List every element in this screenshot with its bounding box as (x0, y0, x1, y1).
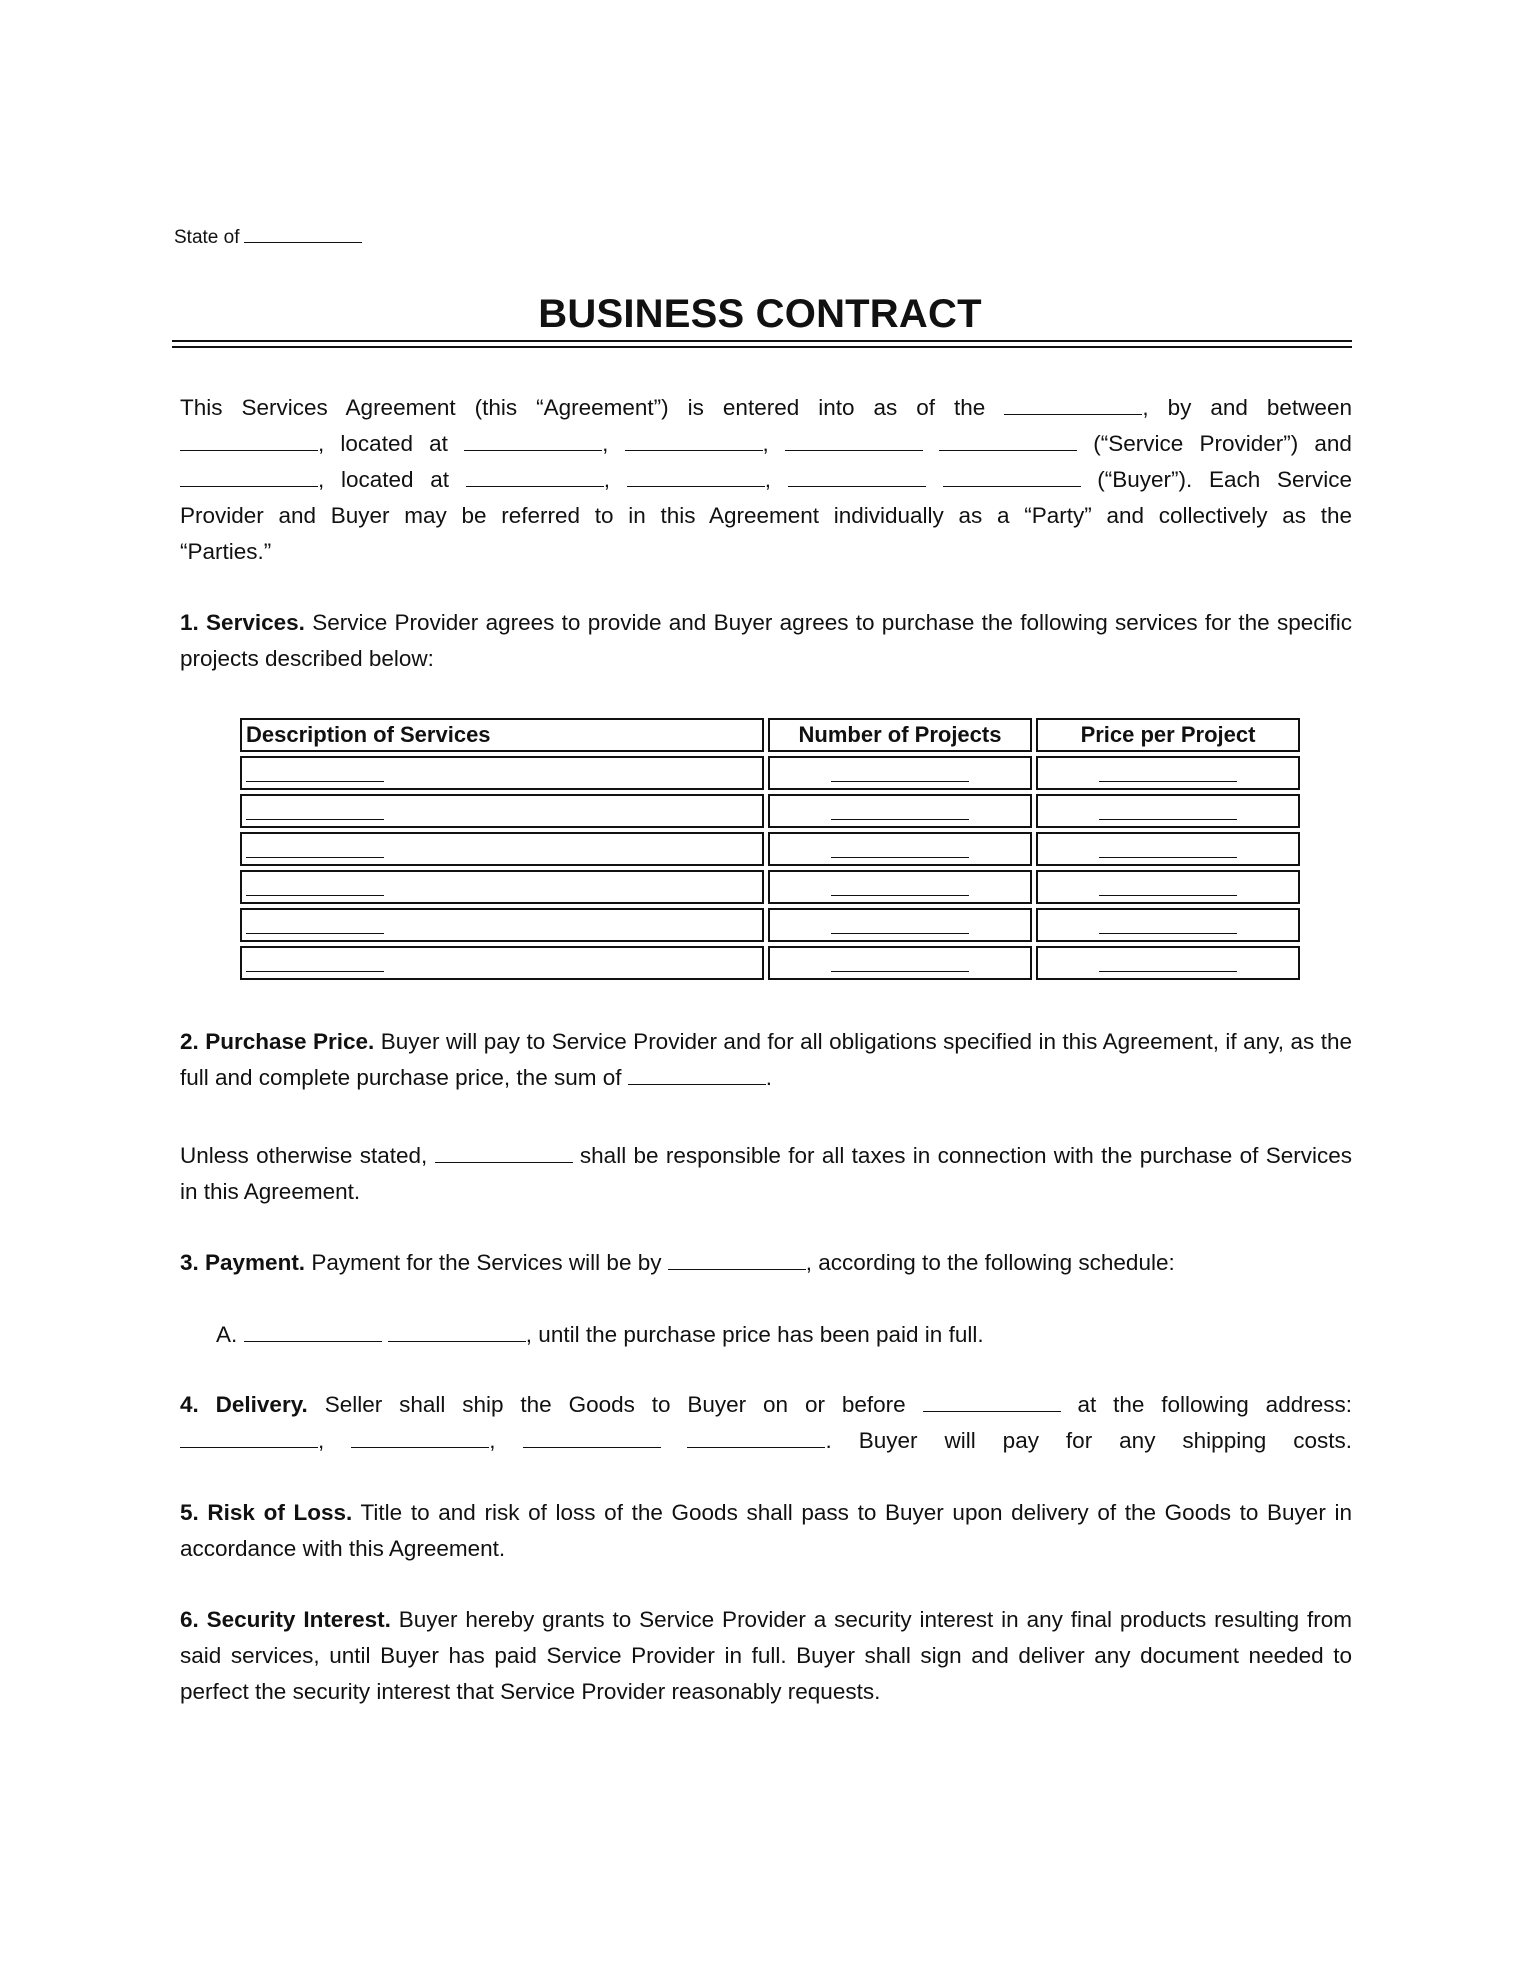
header-description: Description of Services (240, 718, 764, 752)
title-rule-bottom (172, 346, 1352, 348)
table-row (240, 870, 1300, 904)
section-delivery (180, 1387, 1352, 1459)
intro-line-3: , located at , , (“Buyer”). Each Service (180, 462, 1352, 498)
description-cell[interactable] (240, 756, 764, 790)
services-table (236, 714, 1304, 984)
section-purchase-price-text: Buyer will pay to Service Provider and for all obligations specified in this Agreement, if any, as the full and complete purchase price, the sum of (180, 1029, 1352, 1090)
taxes-paragraph: Unless otherwise stated, shall be responsible for all taxes in connection with the purchase of Services in this Agreement. (180, 1143, 1352, 1204)
price-cell[interactable] (1036, 870, 1300, 904)
table-row (240, 756, 1300, 790)
number-cell[interactable] (768, 908, 1032, 942)
intro-line-1: This Services Agreement (this “Agreement”) is entered into as of the , by and between (180, 395, 1352, 420)
schedule-amount-blank[interactable] (244, 1323, 382, 1342)
buyer-name-blank[interactable] (180, 468, 318, 487)
payment-schedule-item: A. , until the purchase price has been paid in full. (216, 1322, 984, 1347)
schedule-frequency-blank[interactable] (388, 1323, 526, 1342)
section-services (180, 605, 1352, 677)
tax-party-blank[interactable] (435, 1144, 573, 1163)
number-cell[interactable] (768, 794, 1032, 828)
section-security-text: Buyer hereby grants to Service Provider a security interest in any final products resulting from said services, until Buyer has paid Service Provider in full. Buyer shall sign and deliver any document needed to perfect the security interest that Service Provider reasonably requests. (180, 1607, 1352, 1704)
delivery-street-blank[interactable] (180, 1429, 318, 1448)
provider-city-blank[interactable] (625, 432, 763, 451)
document-title: BUSINESS CONTRACT (538, 292, 982, 336)
intro-line-5: “Parties.” (180, 539, 272, 564)
section-payment-heading: 3. Payment. (180, 1250, 306, 1275)
provider-state-blank[interactable] (785, 432, 923, 451)
number-cell[interactable] (768, 756, 1032, 790)
schedule-item-label: A. (216, 1322, 238, 1347)
section-services-text: Service Provider agrees to provide and Buyer agrees to purchase the following services for the specific projects described below: (180, 610, 1352, 671)
price-cell[interactable] (1036, 756, 1300, 790)
intro-paragraph (180, 390, 1352, 570)
intro-line-4: Provider and Buyer may be referred to in this Agreement individually as a “Party” and collectively as the (180, 503, 1352, 528)
buyer-city-blank[interactable] (627, 468, 765, 487)
section-payment: 3. Payment. Payment for the Services will be by , according to the following schedule: (180, 1250, 1175, 1275)
description-cell[interactable] (240, 946, 764, 980)
delivery-zip-blank[interactable] (687, 1429, 825, 1448)
state-label: State of (174, 227, 240, 248)
intro-line-2: , located at , , (“Service Provider”) and (180, 426, 1352, 462)
provider-street-blank[interactable] (464, 432, 602, 451)
purchase-price-blank[interactable] (628, 1066, 766, 1085)
number-cell[interactable] (768, 870, 1032, 904)
buyer-state-blank[interactable] (788, 468, 926, 487)
table-header-row (240, 718, 1300, 752)
header-price-per-project: Price per Project (1036, 718, 1300, 752)
section-delivery-heading: 4. Delivery. (180, 1392, 308, 1417)
description-cell[interactable] (240, 832, 764, 866)
number-cell[interactable] (768, 832, 1032, 866)
table-row (240, 832, 1300, 866)
header-number-of-projects: Number of Projects (768, 718, 1032, 752)
section-purchase-price: 2. Purchase Price. Buyer will pay to Service Provider and for all obligations specified in this Agreement, if any, as the full and complete purchase price, the sum of . (180, 1029, 1352, 1090)
price-cell[interactable] (1036, 832, 1300, 866)
section-risk-of-loss (180, 1495, 1352, 1567)
section-security-interest (180, 1602, 1352, 1710)
table-row (240, 946, 1300, 980)
price-cell[interactable] (1036, 908, 1300, 942)
description-cell[interactable] (240, 908, 764, 942)
delivery-line-2: , , . Buyer will pay for any shipping costs. (180, 1423, 1352, 1459)
provider-zip-blank[interactable] (939, 432, 1077, 451)
section-security-heading: 6. Security Interest. (180, 1607, 391, 1632)
buyer-street-blank[interactable] (466, 468, 604, 487)
provider-name-blank[interactable] (180, 432, 318, 451)
date-blank[interactable] (1004, 396, 1142, 415)
delivery-line-1: 4. Delivery. Seller shall ship the Goods to Buyer on or before at the following address: (180, 1392, 1352, 1417)
title-rule-top (172, 340, 1352, 342)
section-services-heading: 1. Services. (180, 610, 305, 635)
section-purchase-price-heading: 2. Purchase Price. (180, 1029, 375, 1054)
state-blank[interactable] (244, 224, 362, 243)
number-cell[interactable] (768, 946, 1032, 980)
section-risk-text: Title to and risk of loss of the Goods shall pass to Buyer upon delivery of the Goods to Buyer in accordance with this Agreement. (180, 1500, 1352, 1561)
table-row (240, 908, 1300, 942)
description-cell[interactable] (240, 870, 764, 904)
price-cell[interactable] (1036, 794, 1300, 828)
delivery-city-blank[interactable] (351, 1429, 489, 1448)
state-line (174, 224, 362, 249)
delivery-date-blank[interactable] (923, 1393, 1061, 1412)
section-risk-heading: 5. Risk of Loss. (180, 1500, 353, 1525)
services-table-body (240, 756, 1300, 980)
description-cell[interactable] (240, 794, 764, 828)
payment-method-blank[interactable] (668, 1251, 806, 1270)
delivery-state-blank[interactable] (523, 1429, 661, 1448)
buyer-zip-blank[interactable] (943, 468, 1081, 487)
table-row (240, 794, 1300, 828)
price-cell[interactable] (1036, 946, 1300, 980)
